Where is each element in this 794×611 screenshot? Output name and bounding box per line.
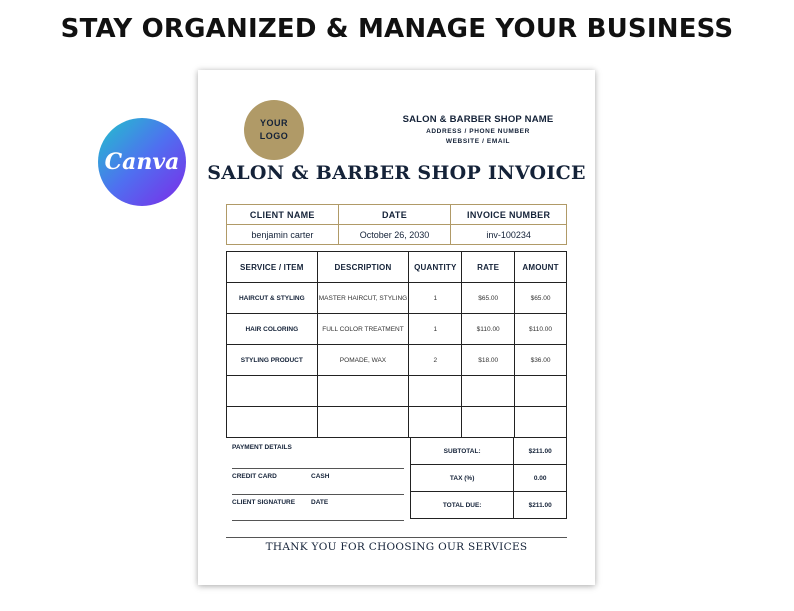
tax-row: [411, 465, 567, 492]
table-row: [227, 314, 567, 345]
rate-cell[interactable]: [462, 407, 515, 438]
shop-website: WEBSITE / EMAIL: [445, 138, 511, 145]
service-cell[interactable]: HAIRCUT & STYLING: [227, 283, 318, 314]
tax-label: TAX (%): [411, 465, 514, 492]
cash-label: CASH: [311, 473, 330, 480]
summary-table: [410, 437, 567, 519]
rate-cell[interactable]: $65.00: [462, 283, 515, 314]
total-due-value[interactable]: $211.00: [514, 492, 567, 519]
amount-cell[interactable]: $36.00: [515, 345, 567, 376]
payment-details: [232, 444, 404, 521]
total-due-row: [411, 492, 567, 519]
logo-text-line1: YOUR: [259, 118, 288, 128]
service-cell[interactable]: HAIR COLORING: [227, 314, 318, 345]
tax-value[interactable]: 0.00: [514, 465, 567, 492]
date-header: DATE: [338, 205, 451, 225]
client-name-value[interactable]: benjamin carter: [227, 225, 339, 245]
amount-cell[interactable]: $110.00: [515, 314, 567, 345]
subtotal-value[interactable]: $211.00: [514, 438, 567, 465]
quantity-cell[interactable]: 1: [409, 283, 462, 314]
amount-header: AMOUNT: [515, 252, 567, 283]
service-item-header: SERVICE / ITEM: [227, 252, 318, 283]
client-value-row: [227, 225, 567, 245]
shop-name: SALON & BARBER SHOP NAME: [402, 114, 554, 125]
footer-divider: [226, 537, 567, 538]
service-cell[interactable]: [227, 376, 318, 407]
total-due-label: TOTAL DUE:: [411, 492, 514, 519]
rate-header: RATE: [462, 252, 515, 283]
description-cell[interactable]: POMADE, WAX: [317, 345, 409, 376]
canva-logo-badge: [98, 118, 186, 206]
client-info-table: [226, 204, 567, 245]
quantity-header: QUANTITY: [409, 252, 462, 283]
table-row: [227, 345, 567, 376]
thank-you-message: THANK YOU FOR CHOOSING OUR SERVICES: [265, 541, 528, 553]
client-signature-label: CLIENT SIGNATURE: [232, 499, 296, 506]
description-cell[interactable]: [317, 407, 409, 438]
shop-address: ADDRESS / PHONE NUMBER: [426, 128, 530, 135]
quantity-cell[interactable]: 1: [409, 314, 462, 345]
description-cell[interactable]: [317, 376, 409, 407]
subtotal-row: [411, 438, 567, 465]
subtotal-label: SUBTOTAL:: [411, 438, 514, 465]
shop-info: [378, 114, 578, 145]
rate-cell[interactable]: $18.00: [462, 345, 515, 376]
payment-details-row: [232, 444, 404, 469]
quantity-cell[interactable]: [409, 407, 462, 438]
table-row: [227, 283, 567, 314]
service-cell[interactable]: [227, 407, 318, 438]
description-cell[interactable]: MASTER HAIRCUT, STYLING: [317, 283, 409, 314]
client-header-row: [227, 205, 567, 225]
items-table: [226, 251, 567, 438]
logo-text-line2: LOGO: [259, 131, 289, 141]
credit-card-label: CREDIT CARD: [232, 473, 277, 480]
payment-method-row[interactable]: [232, 473, 404, 495]
description-header: DESCRIPTION: [317, 252, 409, 283]
service-cell[interactable]: STYLING PRODUCT: [227, 345, 318, 376]
description-cell[interactable]: FULL COLOR TREATMENT: [317, 314, 409, 345]
signature-row[interactable]: [232, 499, 404, 521]
table-row: [227, 376, 567, 407]
items-header-row: [227, 252, 567, 283]
table-row: [227, 407, 567, 438]
quantity-cell[interactable]: [409, 376, 462, 407]
signature-date-label: DATE: [311, 499, 329, 506]
amount-cell[interactable]: [515, 407, 567, 438]
amount-cell[interactable]: [515, 376, 567, 407]
page-headline: STAY ORGANIZED & MANAGE YOUR BUSINESS: [60, 14, 734, 44]
invoice-number-header: INVOICE NUMBER: [451, 205, 567, 225]
canva-logo-text: Canva: [104, 149, 180, 175]
quantity-cell[interactable]: 2: [409, 345, 462, 376]
invoice-number-value[interactable]: inv-100234: [451, 225, 567, 245]
date-value[interactable]: October 26, 2030: [338, 225, 451, 245]
rate-cell[interactable]: $110.00: [462, 314, 515, 345]
invoice-page: [198, 70, 595, 585]
invoice-title: SALON & BARBER SHOP INVOICE: [207, 162, 586, 184]
payment-details-label: PAYMENT DETAILS: [232, 444, 292, 451]
logo-placeholder: [244, 100, 304, 160]
rate-cell[interactable]: [462, 376, 515, 407]
amount-cell[interactable]: $65.00: [515, 283, 567, 314]
client-name-header: CLIENT NAME: [227, 205, 339, 225]
